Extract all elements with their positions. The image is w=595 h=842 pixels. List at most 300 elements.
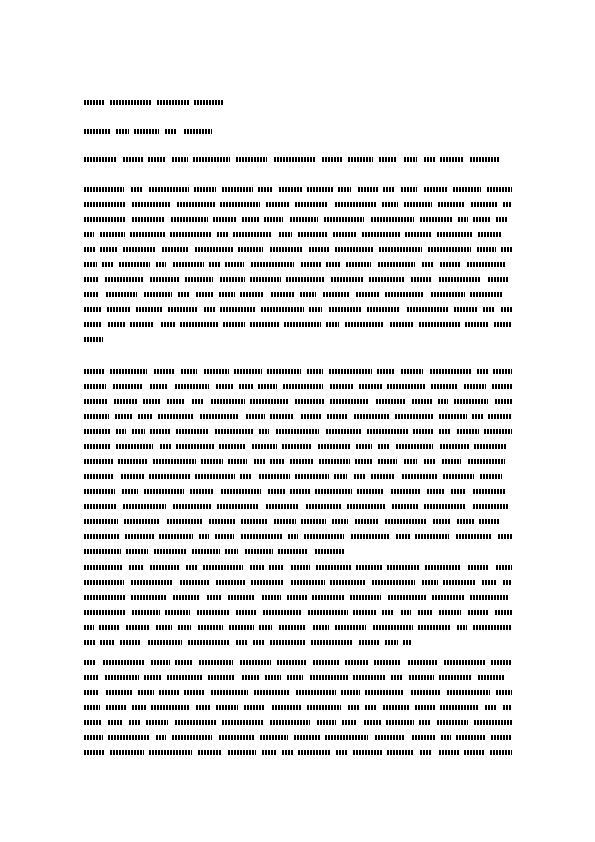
text-mark [84, 549, 121, 554]
text-mark [439, 610, 461, 615]
text-mark [493, 369, 512, 374]
text-mark [391, 489, 421, 494]
text-mark [491, 735, 512, 740]
text-mark [335, 247, 374, 252]
text-mark [473, 625, 512, 630]
text-mark [270, 414, 294, 419]
text-mark [356, 565, 382, 570]
text-mark [194, 187, 216, 192]
text-mark [287, 675, 303, 680]
text-mark [301, 414, 321, 419]
text-mark [173, 595, 200, 600]
text-mark [479, 519, 500, 524]
text-mark [382, 610, 394, 615]
text-mark [488, 414, 512, 419]
paragraph-line [84, 718, 512, 727]
text-mark [130, 322, 154, 327]
text-mark [84, 217, 126, 222]
text-mark [378, 444, 390, 449]
text-mark [453, 187, 481, 192]
text-mark [290, 489, 310, 494]
text-mark [84, 157, 116, 162]
text-mark [200, 414, 239, 419]
text-mark [84, 504, 117, 509]
text-mark [106, 292, 137, 297]
text-mark [84, 337, 103, 342]
text-mark [106, 690, 133, 695]
text-mark [201, 459, 223, 464]
text-mark [178, 625, 191, 630]
text-mark [482, 580, 497, 585]
text-mark [330, 580, 365, 585]
text-mark [487, 187, 512, 192]
text-mark [100, 232, 125, 237]
text-mark [153, 459, 196, 464]
text-mark [441, 735, 451, 740]
text-mark [160, 444, 171, 449]
text-mark [144, 675, 162, 680]
text-mark [198, 750, 222, 755]
text-mark [496, 217, 508, 222]
text-mark [437, 720, 468, 725]
text-mark [442, 459, 461, 464]
text-mark [408, 660, 438, 665]
text-mark [215, 429, 254, 434]
text-mark [198, 625, 223, 630]
text-mark [84, 459, 113, 464]
text-mark [464, 384, 486, 389]
text-mark [433, 519, 450, 524]
text-mark [84, 202, 125, 207]
text-mark [146, 720, 168, 725]
text-mark [379, 247, 422, 252]
text-mark [228, 459, 247, 464]
text-mark [150, 384, 168, 389]
text-mark [419, 720, 430, 725]
text-mark [431, 384, 457, 389]
text-mark [219, 444, 245, 449]
text-mark [440, 705, 478, 710]
text-mark [240, 660, 271, 665]
text-mark [138, 414, 153, 419]
text-mark [438, 399, 448, 404]
text-mark [119, 262, 150, 267]
text-mark [457, 625, 467, 630]
text-mark [427, 489, 445, 494]
text-mark [263, 610, 302, 615]
text-mark [84, 277, 98, 282]
text-mark [411, 690, 440, 695]
text-mark [496, 690, 512, 695]
text-mark [439, 675, 471, 680]
text-mark [84, 640, 95, 645]
text-mark [422, 262, 434, 267]
text-mark [262, 750, 276, 755]
text-mark [439, 750, 459, 755]
paragraph-line [84, 215, 512, 224]
text-mark [239, 384, 253, 389]
document-subtitle [84, 127, 512, 136]
text-mark [270, 640, 306, 645]
paragraph-line [84, 733, 512, 742]
paragraph-line [84, 502, 512, 511]
text-mark [262, 595, 281, 600]
text-mark [184, 690, 205, 695]
text-mark [357, 489, 384, 494]
text-mark [116, 429, 126, 434]
text-mark [439, 277, 481, 282]
text-mark [258, 384, 277, 389]
text-mark [132, 610, 160, 615]
text-mark [382, 202, 398, 207]
text-mark [391, 675, 403, 680]
text-mark [365, 690, 404, 695]
text-mark [126, 625, 149, 630]
text-mark [215, 534, 234, 539]
text-mark [301, 519, 326, 524]
text-mark [456, 735, 485, 740]
text-mark [244, 705, 265, 710]
text-mark [488, 277, 509, 282]
text-mark [287, 595, 307, 600]
paragraph-line [84, 245, 512, 254]
paragraph-line [84, 578, 512, 587]
text-mark [240, 474, 252, 479]
text-mark [279, 232, 292, 237]
text-mark [471, 202, 498, 207]
text-mark [494, 322, 512, 327]
text-mark [84, 489, 115, 494]
text-mark [315, 489, 352, 494]
text-mark [388, 595, 426, 600]
text-mark [440, 444, 469, 449]
text-mark [165, 129, 177, 134]
paragraph-line [84, 593, 512, 602]
text-mark [123, 504, 166, 509]
text-mark [84, 580, 124, 585]
text-mark [495, 399, 512, 404]
text-mark [143, 399, 160, 404]
text-mark [229, 625, 254, 630]
text-mark [84, 292, 99, 297]
text-mark [334, 474, 347, 479]
text-mark [371, 217, 414, 222]
text-mark [279, 187, 302, 192]
text-mark [84, 187, 124, 192]
paragraph-line [84, 688, 512, 697]
text-mark [223, 322, 245, 327]
text-mark [492, 384, 512, 389]
text-mark [220, 307, 256, 312]
text-mark [387, 750, 414, 755]
text-mark [121, 474, 144, 479]
text-mark [216, 705, 238, 710]
text-mark [470, 292, 502, 297]
text-mark [129, 720, 141, 725]
text-mark [347, 504, 386, 509]
text-mark [278, 549, 308, 554]
text-mark [225, 262, 244, 267]
text-mark [118, 459, 148, 464]
text-mark [383, 187, 394, 192]
text-mark [413, 429, 433, 434]
text-mark [150, 565, 180, 570]
text-mark [444, 660, 485, 665]
text-mark [185, 277, 213, 282]
text-mark [501, 307, 512, 312]
text-mark [409, 675, 434, 680]
text-mark [203, 565, 243, 570]
text-mark [468, 565, 489, 570]
text-mark [228, 595, 255, 600]
text-mark [266, 202, 290, 207]
text-mark [173, 504, 211, 509]
text-mark [176, 429, 208, 434]
text-mark [123, 247, 156, 252]
text-mark [156, 735, 166, 740]
text-mark [124, 519, 160, 524]
text-mark [412, 735, 435, 740]
text-mark [496, 565, 512, 570]
text-mark [301, 262, 321, 267]
text-mark [313, 660, 339, 665]
text-mark [270, 720, 310, 725]
text-mark [385, 640, 398, 645]
text-mark [165, 610, 190, 615]
text-mark [480, 474, 502, 479]
paragraph-line [84, 230, 512, 239]
text-mark [407, 307, 448, 312]
text-mark [211, 399, 245, 404]
text-mark [351, 534, 390, 539]
text-mark [84, 474, 114, 479]
text-mark [490, 750, 512, 755]
text-mark [387, 565, 420, 570]
text-mark [125, 534, 154, 539]
text-mark [468, 459, 505, 464]
text-mark [294, 735, 320, 740]
text-mark [425, 565, 461, 570]
text-mark [234, 369, 262, 374]
paragraph-line [84, 608, 512, 617]
text-mark [84, 690, 99, 695]
text-mark [84, 444, 111, 449]
text-mark [329, 307, 361, 312]
text-mark [356, 292, 380, 297]
text-mark [359, 384, 382, 389]
text-mark [329, 369, 372, 374]
text-mark [365, 705, 376, 710]
paragraph-line [84, 320, 512, 329]
text-mark [454, 399, 488, 404]
text-mark [422, 580, 438, 585]
text-mark [108, 322, 125, 327]
text-mark [217, 232, 228, 237]
text-mark [326, 429, 361, 434]
text-mark [180, 322, 218, 327]
text-mark [375, 735, 405, 740]
text-mark [385, 292, 424, 297]
text-mark [457, 519, 474, 524]
text-mark [307, 187, 333, 192]
text-mark [131, 595, 166, 600]
text-mark [279, 625, 306, 630]
text-mark [428, 247, 471, 252]
text-mark [295, 202, 328, 207]
text-mark [245, 549, 273, 554]
text-mark [184, 129, 212, 134]
text-mark [199, 660, 233, 665]
text-mark [123, 157, 143, 162]
text-mark [277, 660, 307, 665]
text-mark [132, 705, 146, 710]
text-mark [342, 720, 357, 725]
text-mark [106, 705, 126, 710]
text-mark [358, 187, 378, 192]
text-mark [116, 129, 129, 134]
text-mark [346, 262, 371, 267]
text-mark [107, 307, 131, 312]
text-mark [150, 429, 170, 434]
text-mark [418, 625, 450, 630]
text-mark [253, 640, 264, 645]
paragraph-line [84, 397, 512, 406]
text-mark [228, 750, 256, 755]
text-mark [216, 580, 246, 585]
text-mark [438, 202, 464, 207]
text-mark [258, 187, 272, 192]
text-mark [282, 444, 311, 449]
text-mark [259, 474, 290, 479]
text-mark [84, 247, 95, 252]
text-mark [159, 534, 193, 539]
text-mark [251, 580, 284, 585]
text-mark [84, 414, 109, 419]
text-mark [386, 720, 414, 725]
paragraph-line [84, 275, 512, 284]
text-mark [84, 384, 106, 389]
text-mark [241, 519, 267, 524]
text-mark [84, 322, 102, 327]
text-mark [501, 247, 512, 252]
paragraph-line [84, 305, 512, 314]
text-mark [307, 705, 341, 710]
text-mark [194, 100, 224, 105]
text-mark [326, 262, 341, 267]
text-mark [390, 322, 413, 327]
text-mark [353, 750, 382, 755]
text-mark [114, 399, 138, 404]
text-mark [208, 675, 235, 680]
text-mark [84, 100, 105, 105]
text-mark [84, 705, 100, 710]
text-mark [401, 187, 417, 192]
text-mark [298, 750, 331, 755]
text-mark [484, 429, 512, 434]
text-mark [84, 129, 110, 134]
text-mark [290, 459, 313, 464]
text-mark [254, 459, 265, 464]
paragraph-line [84, 638, 512, 647]
text-mark [84, 565, 122, 570]
text-mark [149, 474, 190, 479]
text-mark [473, 504, 509, 509]
text-mark [172, 157, 188, 162]
text-mark [338, 187, 351, 192]
text-mark [181, 369, 197, 374]
text-mark [419, 322, 460, 327]
text-mark [323, 292, 350, 297]
text-mark [440, 157, 464, 162]
text-mark [220, 277, 245, 282]
text-mark [84, 675, 98, 680]
text-mark [219, 735, 254, 740]
text-mark [335, 202, 377, 207]
paragraph-line [84, 290, 512, 299]
text-mark [472, 414, 483, 419]
text-mark [348, 705, 359, 710]
text-mark [387, 384, 426, 389]
text-mark [457, 429, 479, 434]
text-mark [266, 504, 299, 509]
text-mark [378, 459, 397, 464]
text-mark [378, 262, 415, 267]
text-mark [193, 157, 230, 162]
text-mark [270, 459, 285, 464]
text-mark [167, 675, 203, 680]
text-mark [105, 277, 143, 282]
text-mark [310, 675, 348, 680]
text-mark [401, 369, 423, 374]
text-mark [325, 735, 368, 740]
text-mark [309, 247, 329, 252]
text-mark [335, 625, 366, 630]
text-mark [134, 129, 159, 134]
text-mark [268, 489, 285, 494]
text-mark [84, 307, 101, 312]
paragraph-line [84, 382, 512, 391]
paragraph-line [84, 472, 512, 481]
text-mark [432, 595, 464, 600]
text-mark [345, 322, 384, 327]
text-mark [144, 292, 172, 297]
text-mark [315, 549, 345, 554]
text-mark [332, 519, 348, 524]
text-mark [359, 640, 380, 645]
text-mark [283, 384, 323, 389]
text-mark [353, 610, 376, 615]
text-mark [367, 429, 408, 434]
text-mark [439, 429, 451, 434]
text-mark [503, 202, 512, 207]
text-mark [373, 625, 413, 630]
text-mark [220, 202, 260, 207]
text-mark [376, 399, 405, 404]
text-mark [148, 640, 182, 645]
text-mark [204, 307, 215, 312]
text-mark [175, 720, 216, 725]
text-mark [254, 690, 289, 695]
text-mark [180, 580, 209, 585]
text-mark [154, 369, 174, 374]
text-mark [282, 750, 293, 755]
text-mark [345, 660, 368, 665]
paragraph-line [84, 335, 512, 344]
text-mark [308, 610, 348, 615]
text-mark [324, 217, 364, 222]
paragraph-line [84, 200, 512, 209]
text-mark [251, 262, 294, 267]
